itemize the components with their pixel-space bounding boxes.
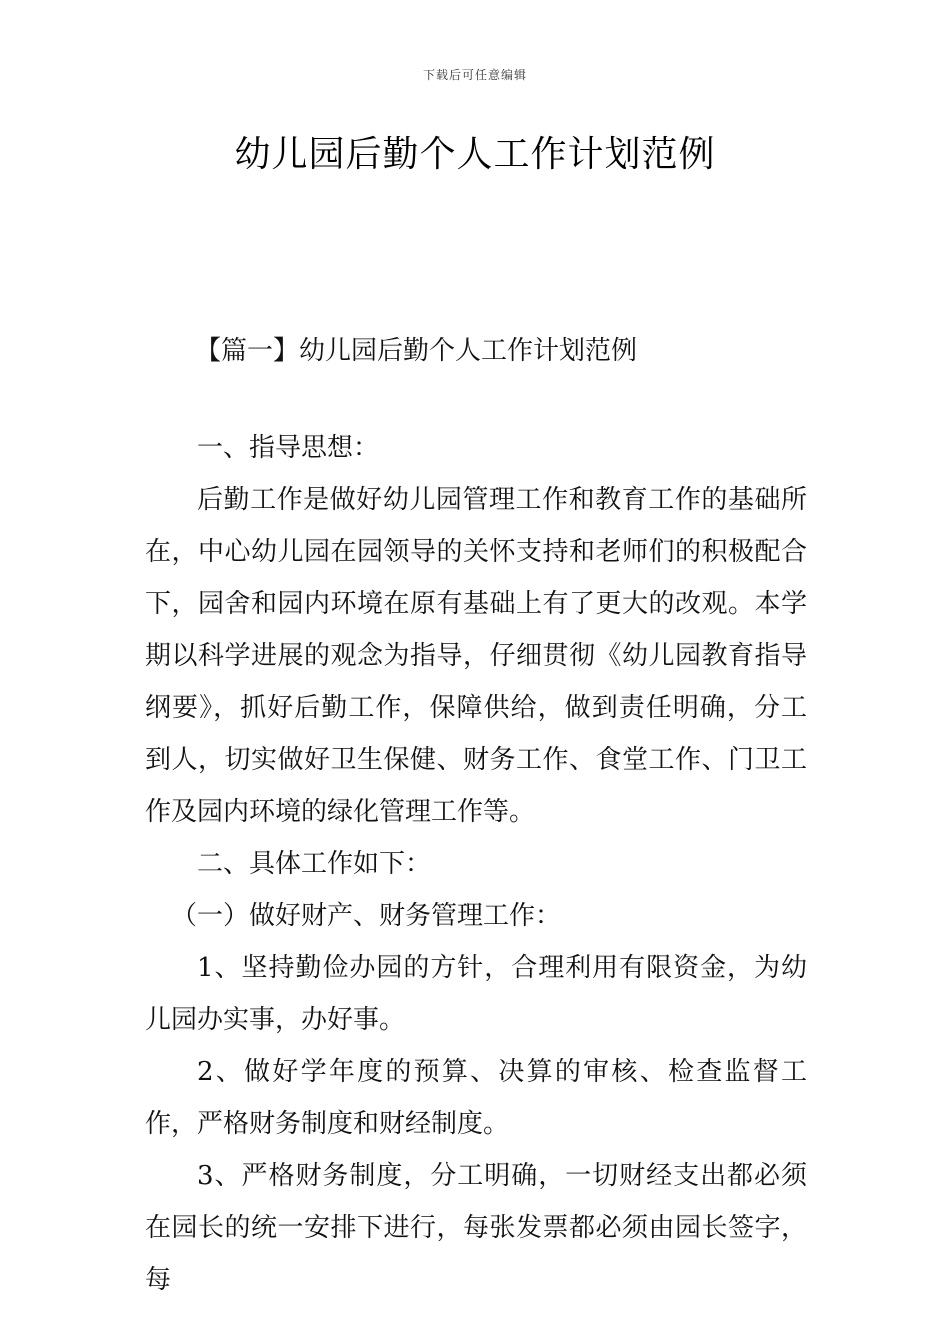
section-heading: 【篇一】幼儿园后勤个人工作计划范例	[195, 336, 638, 366]
document-title: 幼儿园后勤个人工作计划范例	[234, 134, 716, 175]
paragraph-guiding-text: 后勤工作是做好幼儿园管理工作和教育工作的基础所在，中心幼儿园在园领导的关怀支持和老师们的积极配合下，园舍和园内环境在原有基础上有了更大的改观。本学期以科学进展的观念为指导，仔细贯彻《幼儿园教育指导纲要》，抓好后勤工作，保障供给，做到责任明确，分工到人，切实做好卫生保健、财务工作、食堂工作、门卫工作及园内环境的绿化管理工作等。	[145, 485, 807, 827]
paragraph-item-3: 3、严格财务制度，分工明确，一切财经支出都必须在园长的统一安排下进行，每张发票都必须由园长签字，每	[145, 1161, 807, 1295]
paragraph-work-heading: 二、具体工作如下：	[197, 849, 432, 879]
document-body	[145, 422, 807, 1306]
header-note: 下载后可任意编辑	[422, 68, 527, 82]
paragraph-subheading-finance: （一）做好财产、财务管理工作：	[171, 901, 562, 931]
paragraph-item-2: 2、做好学年度的预算、决算的审核、检查监督工作，严格财务制度和财经制度。	[145, 1057, 807, 1139]
paragraph-item-1: 1、坚持勤俭办园的方针，合理利用有限资金，为幼儿园办实事，办好事。	[145, 953, 807, 1035]
paragraph-guiding-heading: 一、指导思想：	[197, 433, 380, 463]
